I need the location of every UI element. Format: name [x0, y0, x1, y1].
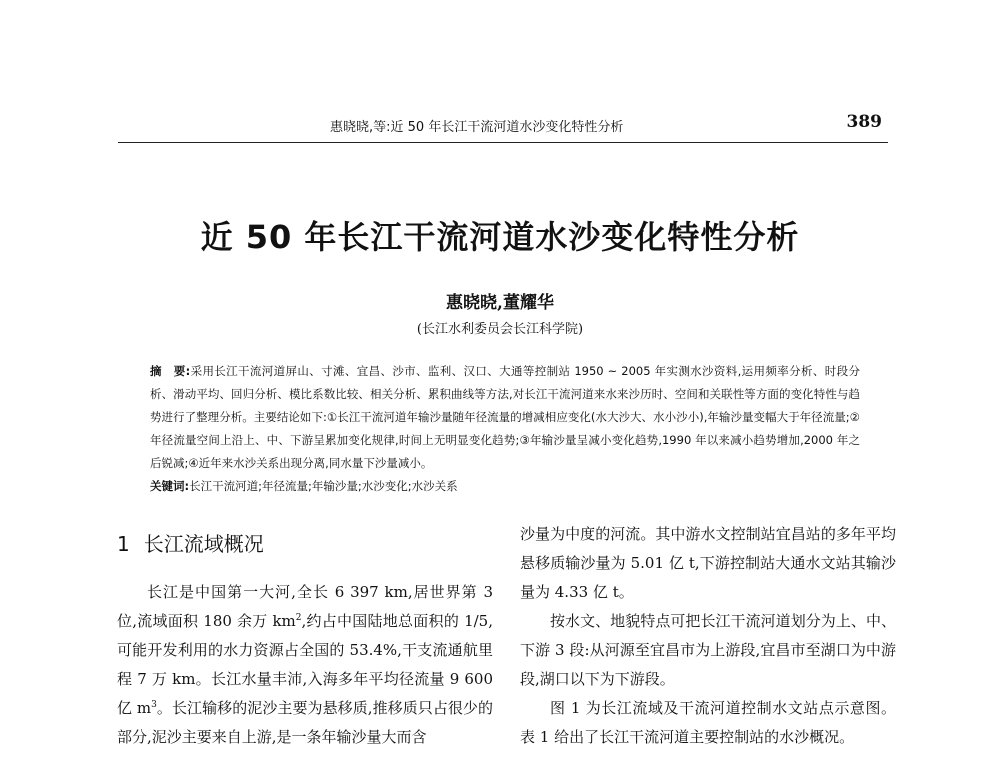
abstract-block [150, 360, 860, 498]
superscript: 3 [151, 700, 157, 710]
author-affiliation: (长江水利委员会长江科学院) [416, 322, 584, 337]
abstract-text: 采用长江干流河道屏山、寸滩、宜昌、沙市、监利、汉口、大通等控制站 1950 ~ 2005 年实测水沙资料,运用频率分析、时段分析、滑动平均、回归分析、模比系数比较、相关分析、累积曲线等方法,对长江干流河道来水来沙历时、空间和关联性等方面的变化特性与趋势进行了整理分析。主要结论如下:①长江干流河道年输沙量随年径流量的增减相应变化(水大沙大、水小沙小),年输沙量变幅大于年径流量;②年径流量空间上沿上、中、下游呈累加变化规律,时间上无明显变化趋势;③年输沙量呈减小变化趋势,1990 年以来减小趋势增加,2000 年之后锐减;④近年来水沙关系出现分离,同水量下沙量减小。 [150, 364, 860, 470]
right-column [520, 520, 896, 752]
body-paragraph [117, 578, 493, 752]
body-paragraph: 图 1 为长江流域及干流河道控制水文站点示意图。表 1 给出了长江干流河道主要控制站的水沙概况。 [520, 699, 896, 746]
paper-authors: 惠晓晓,董耀华 [446, 293, 554, 313]
keywords-label: 关键词: [150, 479, 190, 493]
body-text: 。长江输移的泥沙主要为悬移质,推移质只占很少的部分,泥沙主要来自上游,是一条年输沙量大而含 [117, 699, 493, 746]
body-paragraph: 沙量为中度的河流。其中游水文控制站宜昌站的多年平均悬移质输沙量为 5.01 亿 t,下游控制站大通水文站其输沙量为 4.33 亿 t。 [520, 525, 896, 601]
keywords-text: 长江干流河道;年径流量;年输沙量;水沙变化;水沙关系 [189, 479, 458, 493]
running-title: 惠晓晓,等:近 50 年长江干流河道水沙变化特性分析 [330, 120, 624, 135]
paper-title: 近 50 年长江干流河道水沙变化特性分析 [200, 218, 800, 256]
body-text: ,约占中国陆地总面积的 1/5,可能开发利用的水力资源占全国的 53.4%,干支流通航里程 7 万 km。长江水量丰沛,入海多年平均径流量 9 600 亿 m [117, 612, 493, 717]
body-paragraph: 按水文、地貌特点可把长江干流河道划分为上、中、下游 3 段:从河源至宜昌市为上游段,宜昌市至湖口为中游段,湖口以下为下游段。 [520, 612, 896, 688]
keywords-line [150, 475, 860, 498]
left-column [117, 520, 493, 752]
abstract-paragraph [150, 360, 860, 475]
section-title: 长江流域概况 [143, 532, 264, 556]
page-number: 389 [846, 112, 882, 132]
body-text: 长江是中国第一大河,全长 6 397 km,居世界第 3 位,流域面积 180 余万 km [117, 583, 493, 630]
page-header [118, 108, 888, 143]
abstract-label: 摘 要: [150, 364, 191, 378]
superscript: 2 [295, 613, 302, 623]
section-heading [117, 520, 493, 568]
section-number: 1 [117, 532, 130, 556]
